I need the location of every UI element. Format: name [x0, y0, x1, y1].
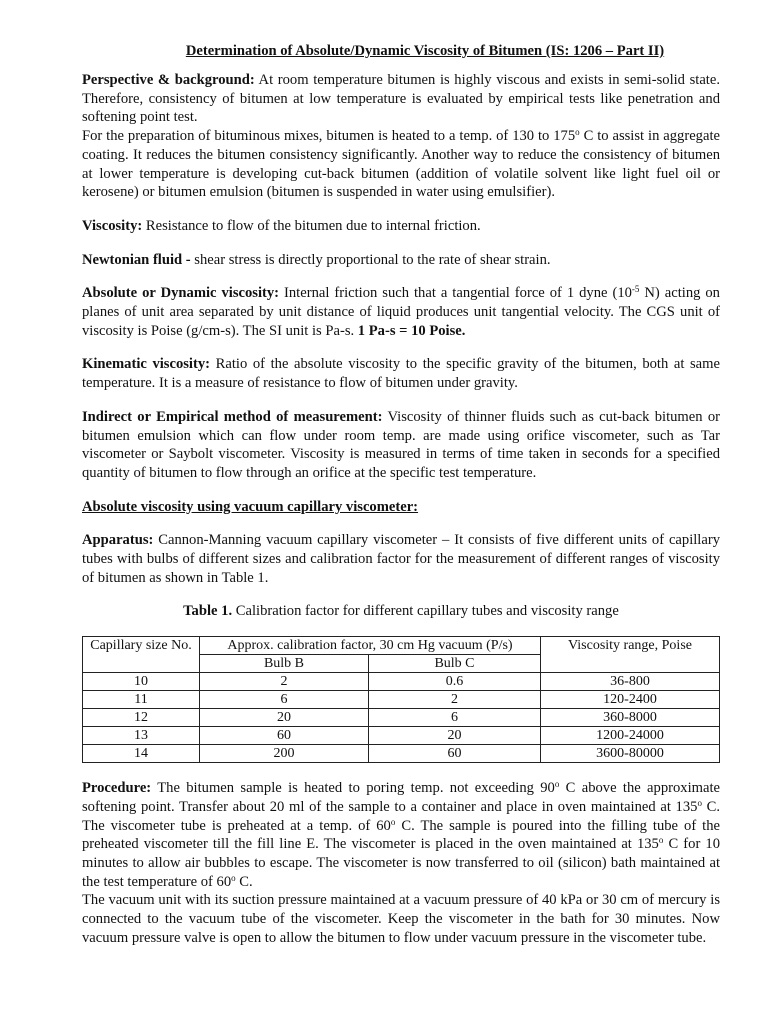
table-row: [83, 691, 720, 709]
paragraph-text: Viscosity of thinner fluids such as cut-back bitumen or bitumen emulsion which can flow under room temp. are made using orifice viscometer, such as Tar viscometer or Saybolt viscometer. Viscosity is measured in terms of time taken in seconds for a specified quantity of bitumen to flow through an orifice at the specific test temperature.: [82, 408, 720, 481]
table-cell: 60: [369, 745, 541, 763]
table-cell: 360-8000: [541, 709, 720, 727]
paragraph-text: C. The sample is poured into the filling tube of the preheated viscometer till the fill line E. The viscometer is placed in the oven maintained at 135: [82, 817, 721, 853]
paragraph: [82, 531, 720, 587]
table-cell: 14: [83, 745, 200, 763]
table-cell: 0.6: [369, 673, 541, 691]
paragraph-text: N) acting on planes of unit area separated by unit distance of liquid produces unit tangential velocity. The CGS unit of viscosity is Poise (g/cm-s). The SI unit is Pa-s.: [82, 285, 720, 339]
header-bulb-c: Bulb C: [369, 655, 541, 673]
paragraph-heading: Newtonian fluid -: [82, 251, 191, 268]
paragraph-text: The bitumen sample is heated to poring temp. not exceeding 90: [151, 780, 555, 797]
table-cell: 60: [200, 727, 369, 745]
document-page: [82, 42, 720, 963]
superscript: o: [575, 127, 580, 138]
paragraph-heading: Absolute viscosity using vacuum capillary viscometer:: [82, 498, 419, 515]
table-cell: 3600-80000: [541, 745, 720, 763]
paragraph: [82, 498, 720, 517]
paragraph-text: C. The viscometer tube is preheated at a temp. of 60: [82, 798, 721, 834]
document-title: Determination of Absolute/Dynamic Viscosity of Bitumen (IS: 1206 – Part II): [185, 43, 665, 59]
superscript: -5: [631, 284, 640, 295]
paragraph: [82, 217, 720, 236]
header-capillary-size: Capillary size No.: [83, 637, 200, 673]
paragraph-text: Calibration factor for different capillary tubes and viscosity range: [232, 603, 619, 620]
table-row: [83, 745, 720, 763]
table-cell: 20: [200, 709, 369, 727]
header-viscosity-range: Viscosity range, Poise: [541, 637, 720, 673]
table-cell: 20: [369, 727, 541, 745]
paragraph: [82, 71, 720, 127]
superscript: o: [231, 872, 236, 883]
paragraph-heading: Absolute or Dynamic viscosity:: [82, 285, 280, 302]
table-cell: 11: [83, 691, 200, 709]
paragraph-text: C above the approximate softening point. Transfer about 20 ml of the sample to a container and place in oven maintained at 135: [82, 780, 720, 815]
paragraph-text: C.: [235, 873, 253, 890]
section-intro: [82, 71, 720, 621]
table-cell: 6: [200, 691, 369, 709]
paragraph: [82, 779, 720, 891]
table-cell: 12: [83, 709, 200, 727]
paragraph-text: shear stress is directly proportional to the rate of shear strain.: [190, 251, 551, 268]
superscript: o: [658, 835, 664, 846]
calibration-table: [82, 636, 720, 763]
paragraph-text: For the preparation of bituminous mixes, bitumen is heated to a temp. of 130 to 175: [82, 128, 576, 145]
table-cell: 36-800: [541, 673, 720, 691]
header-calibration-factor: Approx. calibration factor, 30 cm Hg vacuum (P/s): [200, 637, 541, 655]
table-cell: 120-2400: [541, 691, 720, 709]
paragraph: [82, 408, 720, 483]
header-bulb-b: Bulb B: [200, 655, 369, 673]
paragraph: [82, 127, 720, 202]
paragraph: [82, 602, 720, 621]
superscript: o: [697, 797, 702, 808]
table-row: [83, 673, 720, 691]
table-cell: 2: [200, 673, 369, 691]
paragraph-heading: Table 1.: [183, 603, 233, 620]
paragraph: [82, 284, 720, 340]
superscript: o: [554, 779, 560, 790]
table-row: [83, 709, 720, 727]
paragraph-heading: Kinematic viscosity:: [82, 356, 211, 373]
paragraph-text: Ratio of the absolute viscosity to the specific gravity of the bitumen, both at same temperature. It is a measure of resistance to flow of bitumen under gravity.: [82, 356, 720, 392]
table-header-row: [83, 637, 720, 655]
paragraph-text: The vacuum unit with its suction pressure maintained at a vacuum pressure of 40 kPa or 30 cm of mercury is connected to the vacuum tube of the viscometer. Keep the viscometer in the bath for 30 minutes. Now vacuum pressure valve is open to allow the bitumen to flow under vacuum pressure in the viscometer tube.: [82, 892, 720, 946]
paragraph: [82, 891, 720, 947]
table-cell: 6: [369, 709, 541, 727]
paragraph-heading: Perspective & background:: [82, 72, 255, 88]
paragraph-text: Internal friction such that a tangential force of 1 dyne (10: [279, 285, 632, 302]
table-cell: 1200-24000: [541, 727, 720, 745]
paragraph-heading: Indirect or Empirical method of measurement:: [82, 408, 383, 425]
table-cell: 200: [200, 745, 369, 763]
table-row: [83, 727, 720, 745]
paragraph-heading: Procedure:: [82, 780, 152, 797]
paragraph-text: C for 10 minutes to allow air bubbles to escape. The viscometer is now transferred to oil (silicon) bath maintained at the test temperature of 60: [82, 836, 720, 890]
paragraph-text: Cannon-Manning vacuum capillary viscometer – It consists of five different units of capillary tubes with bulbs of different sizes and calibration factor for the measurement of different ranges of viscosity of bitumen as shown in Table 1.: [82, 532, 720, 586]
paragraph-heading: Viscosity:: [82, 217, 143, 234]
paragraph-text: Resistance to flow of the bitumen due to internal friction.: [142, 217, 481, 234]
section-procedure: [82, 779, 720, 947]
paragraph-text: At room temperature bitumen is highly viscous and exists in semi-solid state. Therefore, consistency of bitumen at low temperature is evaluated by empirical tests like penetration and softening point test.: [82, 72, 720, 126]
paragraph-text: C to assist in aggregate coating. It reduces the bitumen consistency significantly. Another way to reduce the consistency of bitumen at lower temperature is developing cut-back bitumen (addition of volatile solvent like light fuel oil or kerosene) or bitumen emulsion (bitumen is suspended in water using emulsifier).: [82, 128, 720, 201]
paragraph-heading: Apparatus:: [82, 532, 154, 549]
paragraph: [82, 355, 720, 392]
paragraph-heading: 1 Pa-s = 10 Poise.: [357, 322, 466, 339]
superscript: o: [390, 816, 396, 827]
paragraph: [82, 251, 720, 270]
table-cell: 13: [83, 727, 200, 745]
table-cell: 10: [83, 673, 200, 691]
table-cell: 2: [369, 691, 541, 709]
